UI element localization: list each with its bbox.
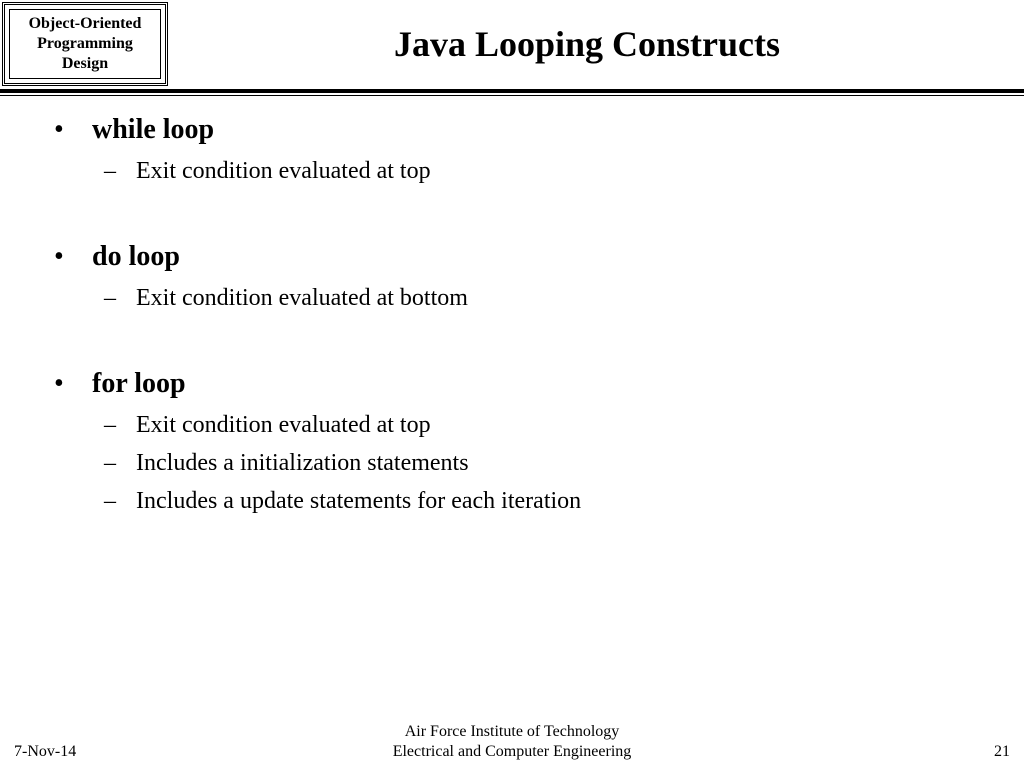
footer-institution: Air Force Institute of Technology [404, 723, 620, 740]
footer-institution-block [312, 722, 712, 762]
bullet-while-loop [0, 108, 1024, 152]
spacer [0, 190, 1024, 235]
sub-item [0, 482, 1024, 520]
header-divider-thin [0, 95, 1024, 96]
sub-item-label: Exit condition evaluated at top [136, 412, 431, 438]
sub-item-label: Includes a update statements for each iteration [136, 488, 582, 514]
dash-icon: – [104, 158, 116, 184]
course-title-line-3: Design [61, 55, 109, 72]
dash-icon: – [104, 450, 116, 476]
bullet-point-icon: • [54, 368, 64, 399]
bullet-point-icon: • [54, 241, 64, 272]
sub-item [0, 406, 1024, 444]
dash-icon: – [104, 488, 116, 514]
bullet-point-icon: • [54, 114, 64, 145]
sub-item [0, 444, 1024, 482]
bullet-do-loop [0, 235, 1024, 279]
sub-item [0, 152, 1024, 190]
sub-item-label: Includes a initialization statements [136, 450, 469, 476]
course-title-line-1: Object-Oriented [28, 15, 142, 32]
sub-item [0, 279, 1024, 317]
header-divider-thick [0, 89, 1024, 93]
bullet-label: for loop [92, 368, 186, 399]
course-title-line-2: Programming [37, 35, 133, 52]
footer-date: 7-Nov-14 [14, 743, 77, 760]
footer-department: Electrical and Computer Engineering [392, 743, 632, 760]
slide-content [0, 108, 1024, 520]
bullet-for-loop [0, 362, 1024, 406]
course-title-box [2, 2, 168, 86]
bullet-label: while loop [92, 114, 215, 145]
dash-icon: – [104, 285, 116, 311]
slide-title: Java Looping Constructs [393, 24, 781, 64]
dash-icon: – [104, 412, 116, 438]
sub-item-label: Exit condition evaluated at bottom [136, 285, 468, 311]
bullet-label: do loop [92, 241, 180, 272]
spacer [0, 317, 1024, 362]
sub-item-label: Exit condition evaluated at top [136, 158, 431, 184]
page-number: 21 [994, 743, 1010, 760]
